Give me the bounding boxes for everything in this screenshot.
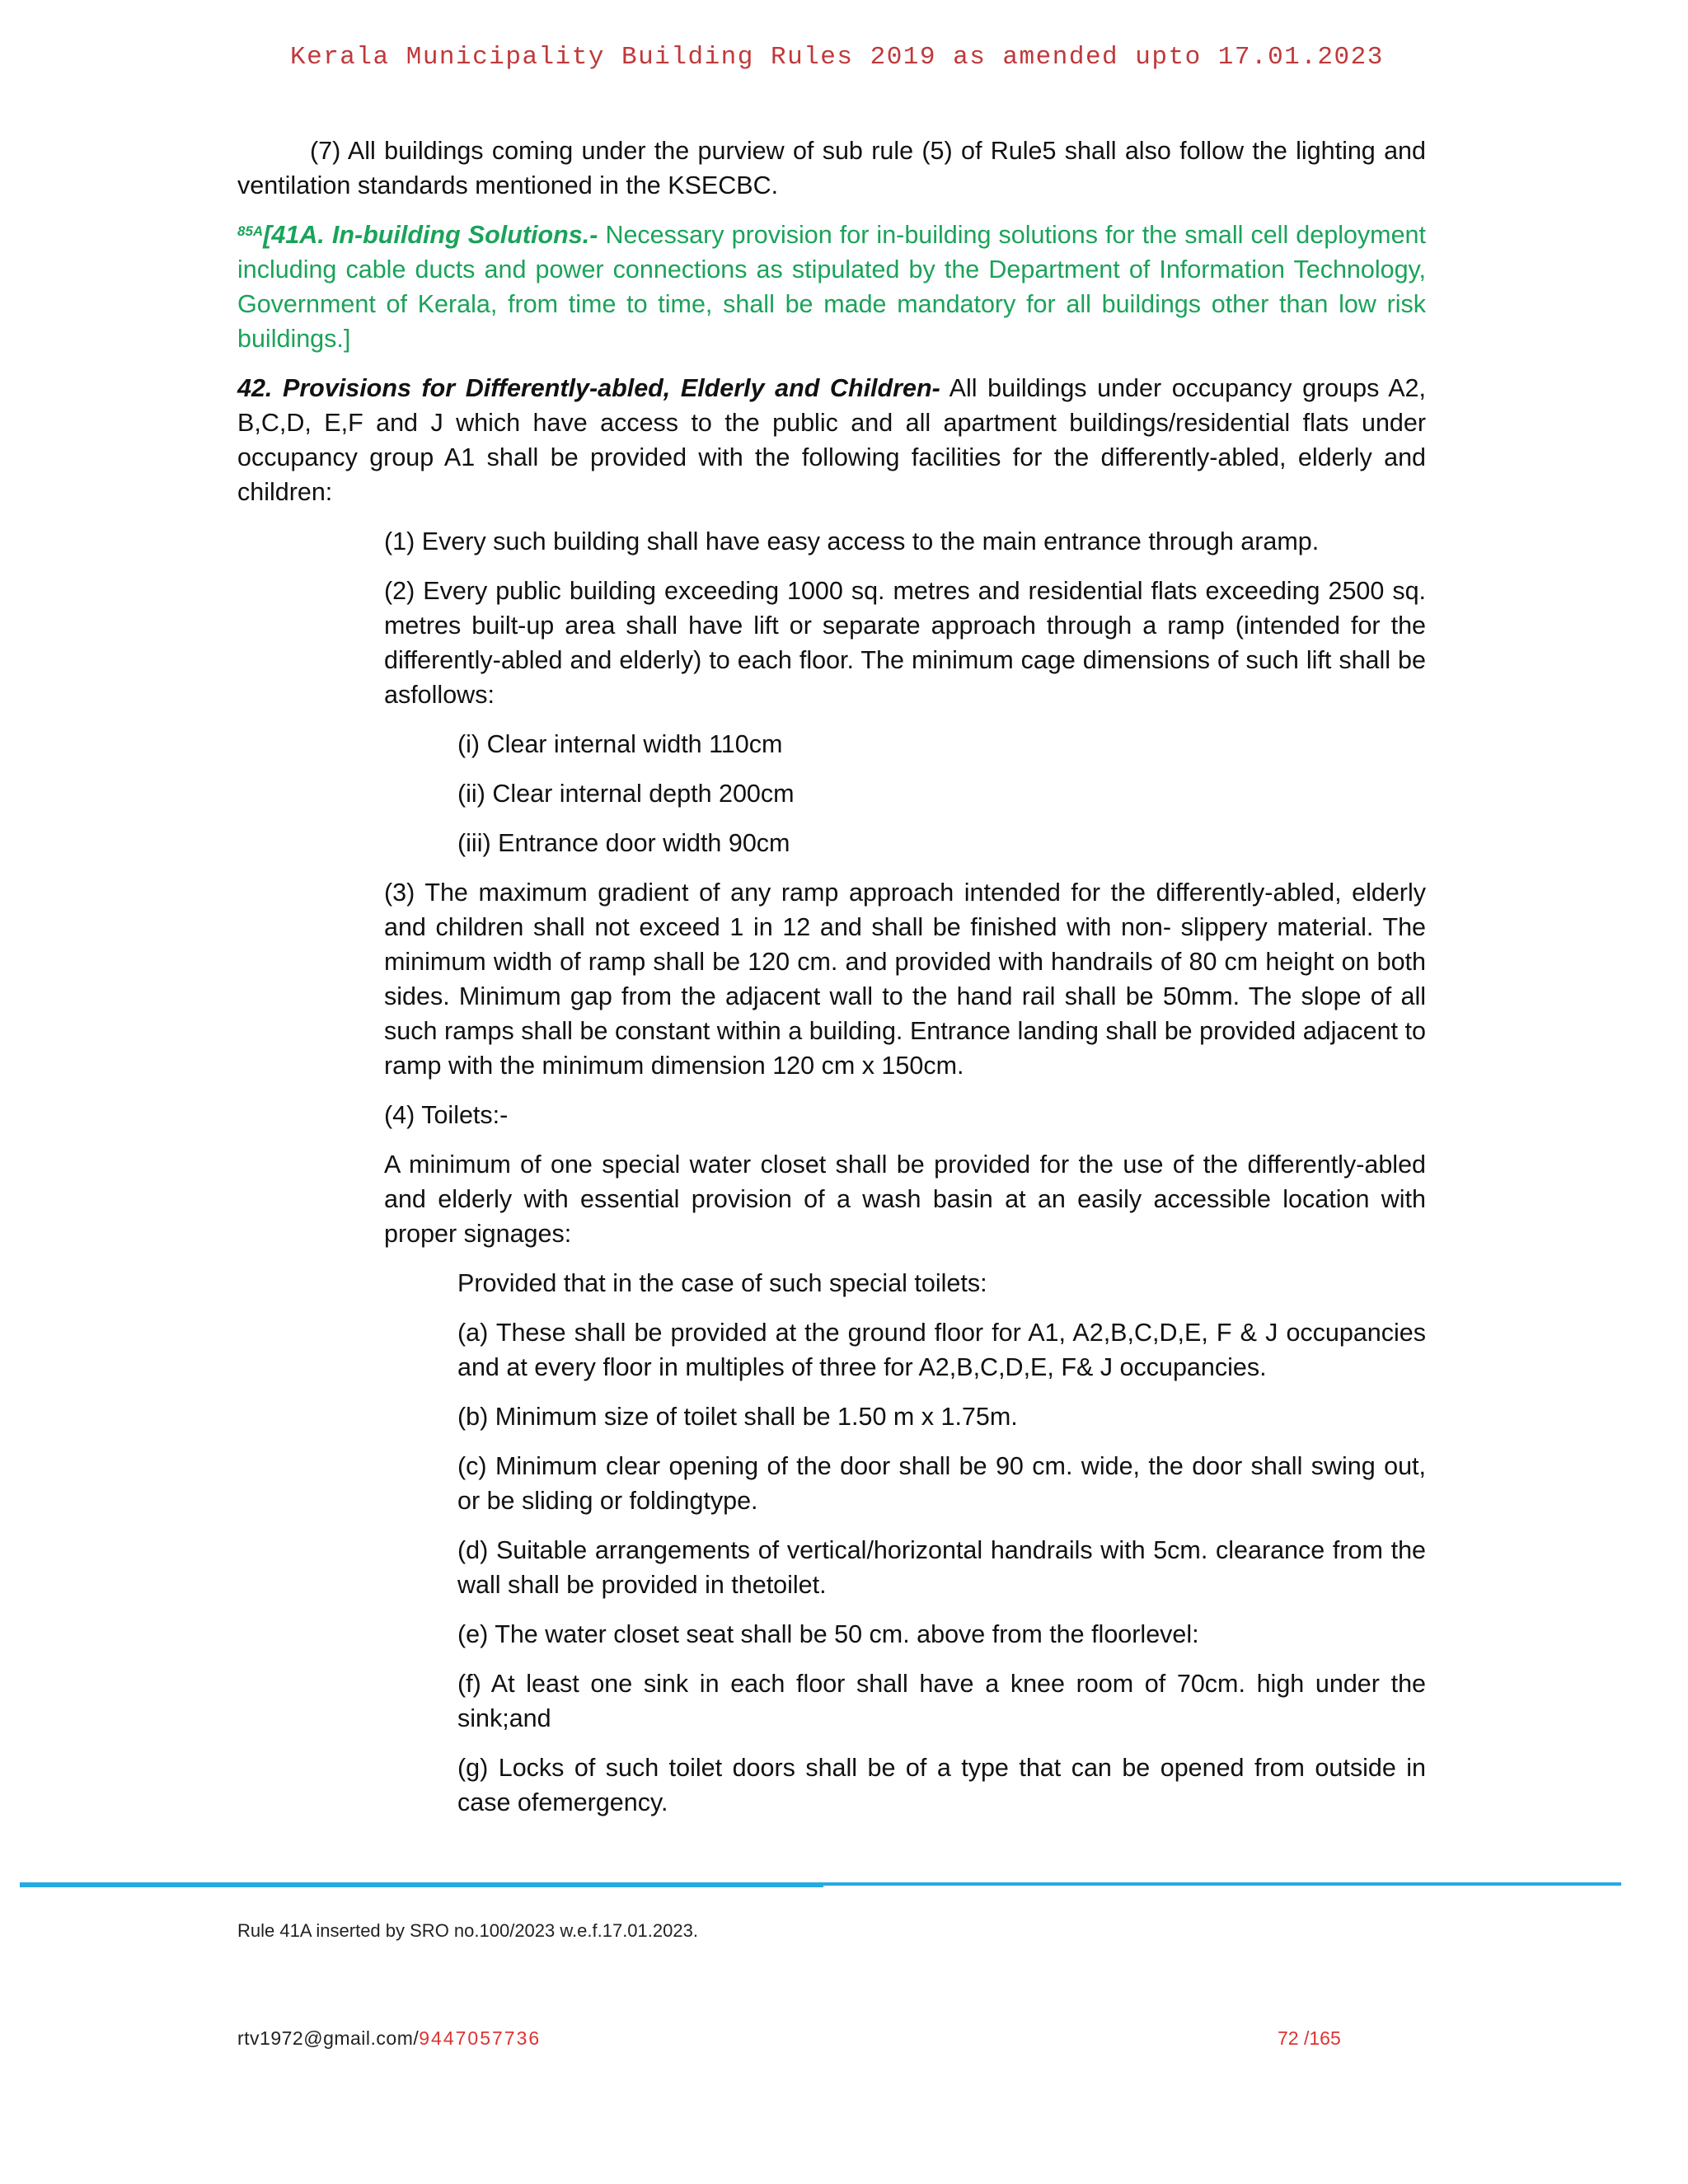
item-2: (2) Every public building exceeding 1000 sq. metres and residential flats exceeding 2500 sq. metres built-up area shall have lift or separate approach through a ramp (intended for the differently-abled and elderly) to each floor. The minimum cage dimensions of such lift shall be asfollows: bbox=[384, 577, 1426, 709]
footer-phone: 9447057736 bbox=[419, 2027, 542, 2049]
clause-g: (g) Locks of such toilet doors shall be of a type that can be opened from outside in case ofemergency. bbox=[457, 1754, 1426, 1816]
paragraph-7: (7) All buildings coming under the purview of sub rule (5) of Rule5 shall also follow the lighting and ventilation standards mentioned in the KSECBC. bbox=[237, 137, 1426, 199]
item-4: (4) Toilets:- bbox=[384, 1101, 509, 1129]
rule-42-text: All buildings under occupancy groups A2, B,C,D, E,F and J which have access to the public and all apartment buildings/residential flats under occupancy group A1 shall be provided with the following facilities for the differently-abled, elderly and children: bbox=[237, 374, 1426, 506]
page-header: Kerala Municipality Building Rules 2019 as amended upto 17.01.2023 bbox=[290, 43, 1384, 72]
clause-f: (f) At least one sink in each floor shall have a knee room of 70cm. high under the sink;and bbox=[457, 1670, 1426, 1732]
item-3: (3) The maximum gradient of any ramp approach intended for the differently-abled, elderly and children shall not exceed 1 in 12 and shall be finished with non- slippery material. The minimum width of ramp shall be 120 cm. and provided with handrails of 80 cm height on both sides. Minimum gap from the adjacent wall to the hand rail shall be 50mm. The slope of all such ramps shall be constant within a building. Entrance landing shall be provided adjacent to ramp with the minimum dimension 120 cm x 150cm. bbox=[384, 879, 1426, 1080]
footer-contact bbox=[237, 2027, 541, 2050]
clause-c: (c) Minimum clear opening of the door shall be 90 cm. wide, the door shall swing out, or be sliding or foldingtype. bbox=[457, 1452, 1426, 1515]
footer-email: rtv1972@gmail.com/ bbox=[237, 2027, 420, 2049]
item-4-text: A minimum of one special water closet shall be provided for the use of the differently-abled and elderly with essential provision of a wash basin at an easily accessible location with proper signages: bbox=[384, 1151, 1426, 1248]
clause-a: (a) These shall be provided at the ground floor for A1, A2,B,C,D,E, F & J occupancies and at every floor in multiples of three for A2,B,C,D,E, F& J occupancies. bbox=[457, 1319, 1426, 1381]
clause-b: (b) Minimum size of toilet shall be 1.50 m x 1.75m. bbox=[457, 1403, 1018, 1431]
item-1: (1) Every such building shall have easy access to the main entrance through aramp. bbox=[384, 527, 1320, 555]
rule-41a-heading: [41A. In-building Solutions.- bbox=[263, 221, 598, 249]
rule-41a-text: Necessary provision for in-building solutions for the small cell deployment including cable ducts and power connections as stipulated by the Department of Information Technology, Government of Kerala, from time to time, shall be made mandatory for all buildings other than low risk buildings.] bbox=[237, 221, 1426, 353]
amendment-marker: 85A bbox=[237, 223, 264, 239]
rule-42 bbox=[237, 371, 1426, 509]
item-2-ii: (ii) Clear internal depth 200cm bbox=[457, 780, 795, 808]
footnote: Rule 41A inserted by SRO no.100/2023 w.e.f.17.01.2023. bbox=[237, 1920, 698, 1941]
document-body bbox=[237, 134, 1426, 1835]
clause-e: (e) The water closet seat shall be 50 cm. above from the floorlevel: bbox=[457, 1620, 1199, 1648]
proviso: Provided that in the case of such special toilets: bbox=[457, 1269, 987, 1297]
item-2-iii: (iii) Entrance door width 90cm bbox=[457, 829, 790, 857]
footnote-divider-accent bbox=[20, 1886, 823, 1887]
rule-42-heading: 42. Provisions for Differently-abled, Elderly and Children- bbox=[237, 374, 940, 402]
rule-41a bbox=[237, 218, 1426, 356]
clause-d: (d) Suitable arrangements of vertical/horizontal handrails with 5cm. clearance from the wall shall be provided in thetoilet. bbox=[457, 1536, 1426, 1599]
page-number: 72 /165 bbox=[1278, 2027, 1341, 2049]
item-2-i: (i) Clear internal width 110cm bbox=[457, 730, 783, 758]
